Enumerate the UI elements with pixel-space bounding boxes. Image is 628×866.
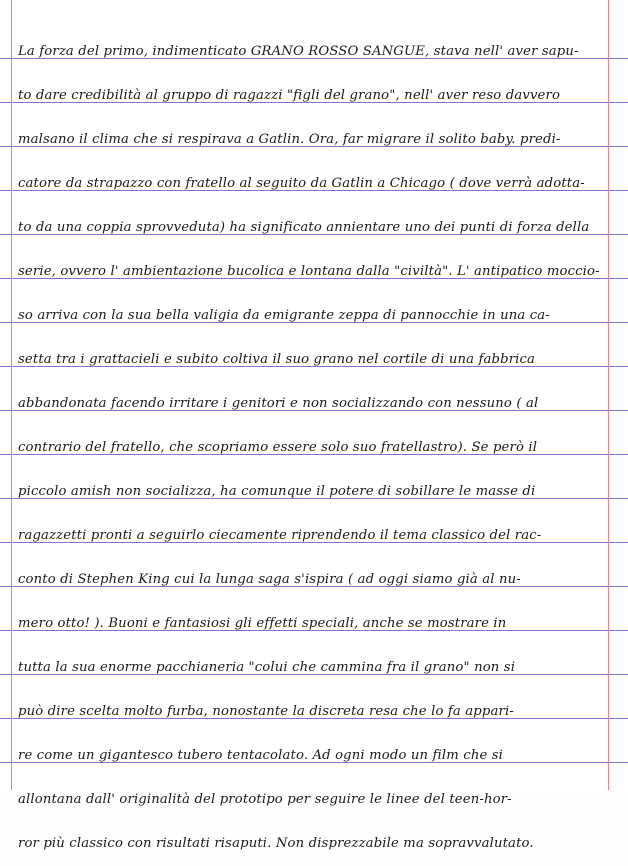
text-line: tutta la sua enorme pacchianeria "colui che cammina fra il grano" non si	[18, 660, 516, 675]
text-line: to da una coppia sprovveduta) ha significato annientare uno dei punti di forza della	[18, 220, 590, 235]
text-line: allontana dall' originalità del prototipo per seguire le linee del teen-hor-	[18, 792, 512, 807]
text-line: contrario del fratello, che scopriamo essere solo suo fratellastro). Se però il	[18, 440, 538, 455]
text-line: so arriva con la sua bella valigia da emigrante zeppa di pannocchie in una ca-	[18, 308, 550, 323]
handwritten-text	[18, 30, 612, 866]
text-line: conto di Stephen King cui la lunga saga s'ispira ( ad oggi siamo già al nu-	[18, 572, 521, 587]
text-line: abbandonata facendo irritare i genitori e non socializzando con nessuno ( al	[18, 396, 539, 411]
text-line: malsano il clima che si respirava a Gatlin. Ora, far migrare il solito baby. predi-	[18, 132, 561, 147]
text-line: può dire scelta molto furba, nonostante la discreta resa che lo fa appari-	[18, 704, 514, 719]
text-line: piccolo amish non socializza, ha comunque il potere di sobillare le masse di	[18, 484, 536, 499]
text-line: to dare credibilità al gruppo di ragazzi "figli del grano", nell' aver reso davvero	[18, 88, 561, 103]
text-line: setta tra i grattacieli e subito coltiva il suo grano nel cortile di una fabbrica	[18, 352, 536, 367]
text-line: mero otto! ). Buoni e fantasiosi gli effetti speciali, anche se mostrare in	[18, 616, 507, 631]
text-line: re come un gigantesco tubero tentacolato. Ad ogni modo un film che si	[18, 748, 504, 763]
text-line: ragazzetti pronti a seguirlo ciecamente riprendendo il tema classico del rac-	[18, 528, 542, 543]
text-line: catore da strapazzo con fratello al seguito da Gatlin a Chicago ( dove verrà adotta-	[18, 176, 585, 191]
text-line: La forza del primo, indimenticato GRANO ROSSO SANGUE, stava nell' aver sapu-	[18, 44, 579, 59]
text-line: serie, ovvero l' ambientazione bucolica e lontana dalla "civiltà". L' antipatico moccio-	[18, 264, 600, 279]
text-line: ror più classico con risultati risaputi. Non disprezzabile ma sopravvalutato.	[18, 836, 534, 851]
